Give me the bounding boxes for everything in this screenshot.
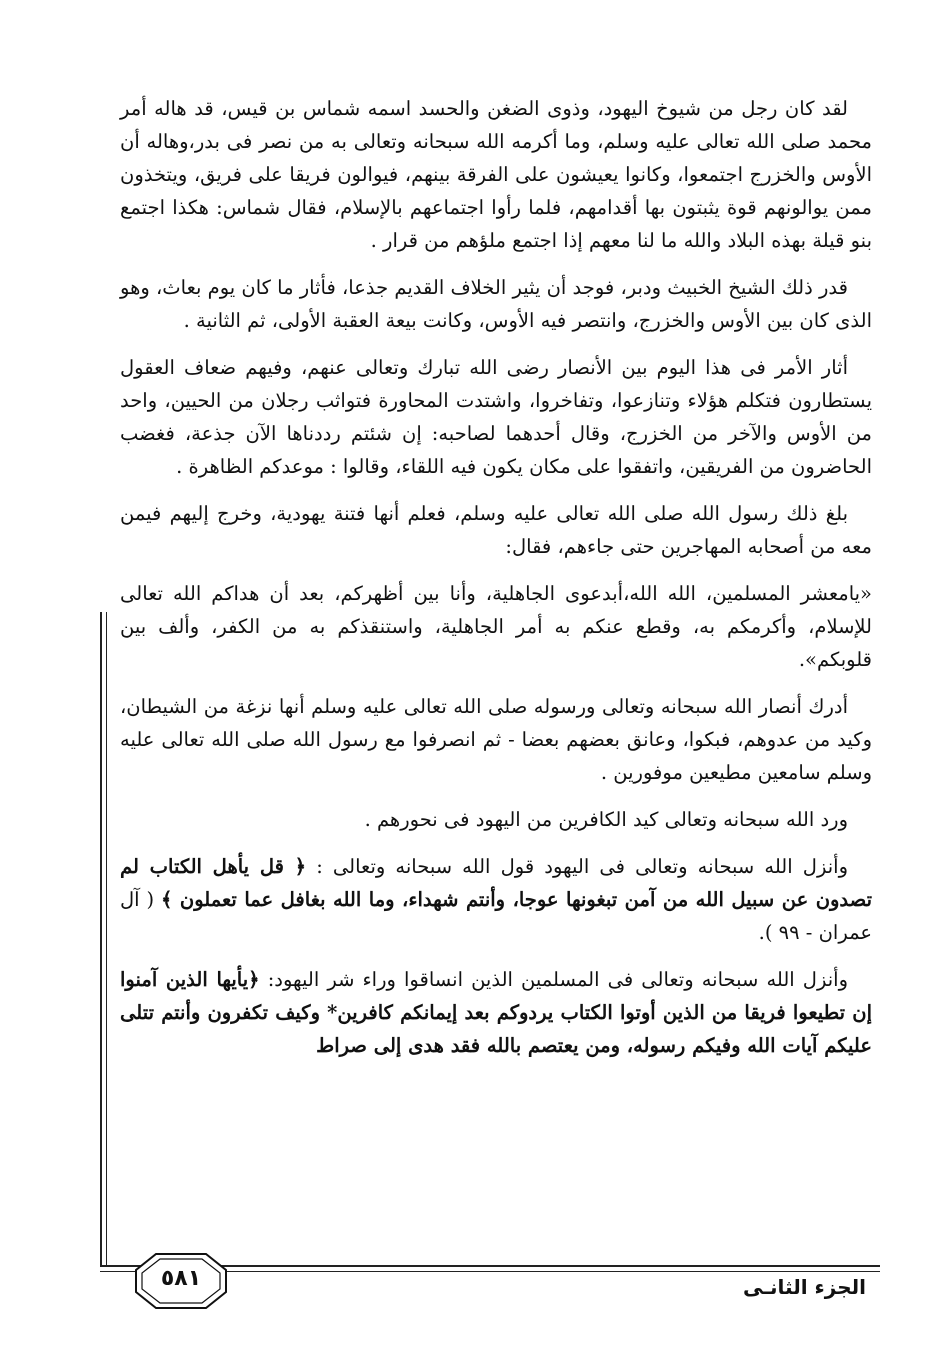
paragraph-verse-1 — [120, 850, 872, 949]
paragraph-buath: قدر ذلك الشيخ الخبيث ودبر، فوجد أن يثير الخلاف القديم جذعا، فأثار ما كان يوم بعاث، وهو الذى كان بين الأوس والخزرج، وانتصر فيه الأوس، وكانت بيعة العقبة الأولى، ثم الثانية . — [120, 276, 872, 332]
page-body — [120, 92, 872, 1076]
part-label: الجزء الثانـى — [742, 1275, 866, 1299]
paragraph-plot-repelled: ورد الله سبحانه وتعالى كيد الكافرين من اليهود فى نحورهم . — [364, 808, 848, 831]
page-frame-left-border — [100, 612, 107, 1267]
verse-2-text: ﴿يأيها الذين آمنوا إن تطيعوا فريقا من الذين أوتوا الكتاب يردوكم بعد إيمانكم كافرين* وكيف تكفرون وأنتم تتلى عليكم آيات الله وفيكم رسوله، ومن يعتصم بالله فقد هدى إلى صراط — [120, 968, 872, 1057]
paragraph-shammas: لقد كان رجل من شيوخ اليهود، وذوى الضغن والحسد اسمه شماس بن قيس، قد هاله أمر محمد صلى الله تعالى عليه وسلم، وما أكرمه الله سبحانه وتعالى به من نصر فى بدر،وهاله أن الأوس والخزرج اجتمعوا، وكانوا يعيشون على الفرقة بينهم، فيوالون فريقا على فريق، ويتخذون ممن يوالونهم قوة يثبتون بها أقدامهم، فلما رأوا اجتماعهم بالإسلام، فقال شماس: هكذا اجتمع بنو قيلة بهذه البلاد والله ما لنا معهم إذا اجتمع ملؤهم من قرار . — [120, 97, 872, 252]
paragraph-prophet-arrives: بلغ ذلك رسول الله صلى الله تعالى عليه وسلم، فعلم أنها فتنة يهودية، وخرج إليهم فيمن معه من أصحابه المهاجرين حتى جاءهم، فقال: — [120, 502, 872, 558]
verse-1-intro: وأنزل الله سبحانه وتعالى فى اليهود قول الله سبحانه وتعالى : — [306, 855, 848, 878]
verse-2-intro: وأنزل الله سبحانه وتعالى فى المسلمين الذين انساقوا وراء شر اليهود: — [259, 968, 848, 991]
paragraph-verse-2 — [120, 963, 872, 1062]
page-number-badge — [134, 1252, 228, 1310]
verse-1-reference: ( آل عمران - ٩٩ ). — [120, 888, 872, 944]
paragraph-prophet-speech: «يامعشر المسلمين، الله الله،أبدعوى الجاهلية، وأنا بين أظهركم، بعد أن هداكم الله تعالى للإسلام، وأكرمكم به، وقطع عنكم به أمر الجاهلية، واستنقذكم به من الكفر، وألف بين قلوبكم». — [120, 582, 872, 671]
paragraph-conflict: أثار الأمر فى هذا اليوم بين الأنصار رضى الله تبارك وتعالى عنهم، وفيهم ضعاف العقول يستطارون فتكلم هؤلاء وتنازعوا، وتفاخروا، واشتدت المحاورة فتواثب رجلان من الحيين، واحد من الأوس والآخر من الخزرج، وقال أحدهما لصاحبه: إن شئتم رددناها الآن جذعة، فغضب الحاضرون من الفريقين، واتفقوا على مكان يكون فيه اللقاء، وقالوا : موعدكم الظاهرة . — [120, 356, 872, 478]
paragraph-reconciliation: أدرك أنصار الله سبحانه وتعالى ورسوله صلى الله تعالى عليه وسلم أنها نزغة من الشيطان، وكيد من عدوهم، فبكوا، وعانق بعضهم بعضا - ثم انصرفوا مع رسول الله صلى الله تعالى عليه وسلم سامعين مطيعين موفورين . — [120, 695, 872, 784]
verse-1-text: ﴿ قل يأهل الكتاب لم تصدون عن سبيل الله من آمن تبغونها عوجا، وأنتم شهداء، وما الله بغافل عما تعملون ﴾ — [120, 855, 872, 911]
page-number: ٥٨١ — [160, 1266, 202, 1291]
